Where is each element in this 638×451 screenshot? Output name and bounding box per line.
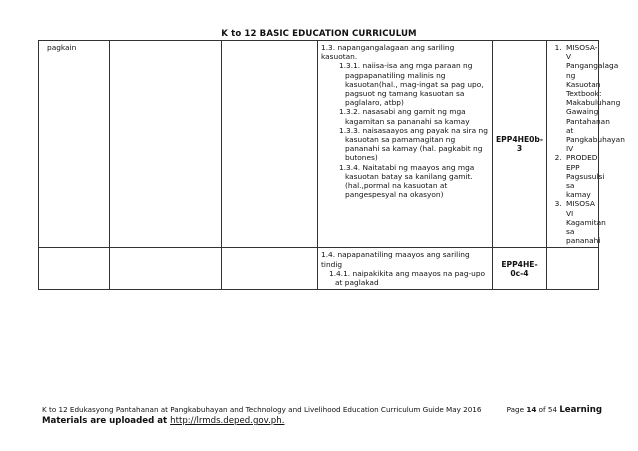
competency-sub: 1.4.1. naipakikita ang maayos na pag-upo at paglakad [329,268,486,288]
page-prefix: Page [506,405,525,414]
competency-sub: 1.3.4. Naitatabi ng maayos ang mga kasuotan batay sa kanilang gamit. (hal.,pormal na kasuotan at pangespesyal na okasyon) [339,162,475,200]
table-row [39,41,599,248]
materials-label: Materials are uploaded at [42,416,168,426]
competency-sub: 1.3.3. naisasaayos ang payak na sira ng kasuotan sa pamamagitan ng pananahi sa kamay (hal. pagkabit ng butones) [339,125,488,163]
materials-note [42,416,284,426]
resources-cell [547,41,625,248]
performance-cell [222,41,318,248]
page-of: of 54 [538,405,558,414]
competency-main: 1.3. napangangalagaan ang sariling kasuotan. [321,43,455,62]
resources-list [550,43,625,246]
list-item: 3. MISOSA VI Kagamitan sa pananahi [564,199,595,245]
page-title: K to 12 BASIC EDUCATION CURRICULUM [221,29,417,39]
footer [42,405,602,414]
learning-label: Learning [559,405,602,415]
footer-guide: K to 12 Edukasyong Pantahanan at Pangkabuhayan and Technology and Livelihood Education Curriculum Guide May 2016 [42,405,482,414]
code-cell: EPP4HE0b-3 [493,41,547,248]
standard-cell [110,41,222,248]
page-indicator [507,405,602,415]
list-item: 2. PRODED EPP Pagsusulsi sa kamay [564,153,595,199]
content-cell [39,248,110,290]
page-number: 14 [526,405,537,414]
code-cell: EPP4HE-0c-4 [493,248,547,290]
performance-cell [222,248,318,290]
table-row [39,248,599,290]
competency-cell [318,248,493,290]
materials-link[interactable]: http://lrmds.deped.gov.ph. [170,416,285,426]
competency-main: 1.4. napapanatiling maayos ang sariling tindig [321,250,470,269]
curriculum-table [38,40,625,290]
competency-sub: 1.3.2. nasasabi ang gamit ng mga kagamitan sa pananahi sa kamay [339,107,470,126]
content-cell: pagkain [39,41,110,248]
resources-cell [547,248,599,290]
list-item: 1. MISOSA-V Pangangalaga ng Kasuotan Textbook: Makabuluhang Gawaing Pantahanan at Pangkabuhayan IV [564,43,595,153]
competency-cell [318,41,493,248]
standard-cell [110,248,222,290]
competency-sub: 1.3.1. naiisa-isa ang mga paraan ng pagpapanatiling malinis ng kasuotan(hal., mag-ingat sa pag upo, pagsuot ng tamang kasuotan sa paglalaro, atbp) [339,61,484,108]
